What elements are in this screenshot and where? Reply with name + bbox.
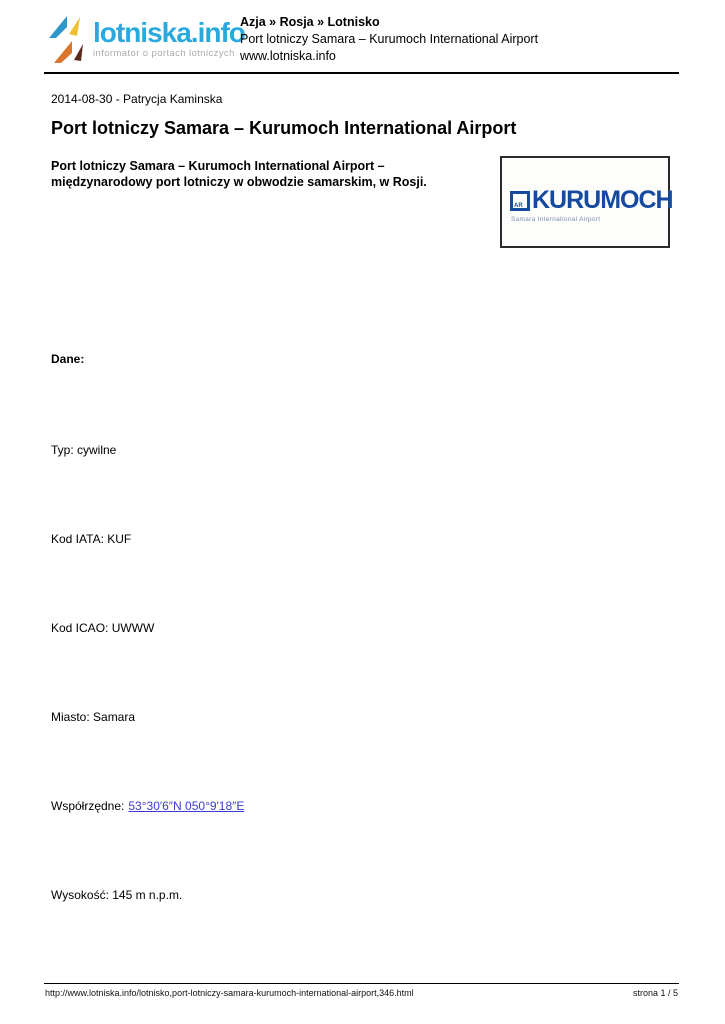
field-type: Typ: cywilne (51, 443, 117, 457)
article-lead: Port lotniczy Samara – Kurumoch International Airport – międzynarodowy port lotniczy w obwodzie samarskim, w Rosji. (51, 159, 427, 189)
site-logo (48, 12, 245, 66)
kurumoch-wordmark: KURUMOCH (532, 186, 673, 214)
coordinates-label: Współrzędne: (51, 799, 125, 813)
breadcrumb: Azja » Rosja » Lotnisko (240, 15, 380, 29)
footer-source-url: http://www.lotniska.info/lotnisko,port-lotniczy-samara-kurumoch-international-airport,346.html (45, 988, 414, 998)
logo-tagline: informator o portach lotniczych (93, 48, 235, 59)
logo-text-block (93, 18, 245, 59)
data-section-heading: Dane: (51, 352, 85, 366)
footer-divider (44, 983, 679, 984)
kurumoch-logo (510, 186, 673, 223)
field-elevation: Wysokość: 145 m n.p.m. (51, 888, 183, 902)
header-text-block (240, 14, 538, 65)
field-city: Miasto: Samara (51, 710, 136, 724)
date-author-line: 2014-08-30 - Patrycja Kaminska (51, 92, 223, 106)
kurumoch-mark-text: AR (514, 202, 523, 209)
page-title: Port lotniczy Samara – Kurumoch International Airport (51, 118, 517, 138)
header-divider (44, 72, 679, 74)
airport-logo-image (500, 156, 673, 248)
lotniska-logo-icon (48, 14, 86, 66)
field-icao-code: Kod ICAO: UWWW (51, 621, 155, 635)
logo-wordmark: lotniska.info (93, 17, 245, 48)
header-site-url: www.lotniska.info (240, 49, 336, 63)
field-iata-code: Kod IATA: KUF (51, 532, 132, 546)
header-page-subject: Port lotniczy Samara – Kurumoch International Airport (240, 32, 539, 46)
field-coordinates (51, 799, 244, 813)
coordinates-link[interactable]: 53°30′6″N 050°9′18″E (128, 799, 245, 813)
kurumoch-tagline: Samara International Airport (511, 216, 601, 223)
footer-page-number: strona 1 / 5 (632, 988, 678, 998)
kurumoch-square-icon (510, 191, 530, 211)
